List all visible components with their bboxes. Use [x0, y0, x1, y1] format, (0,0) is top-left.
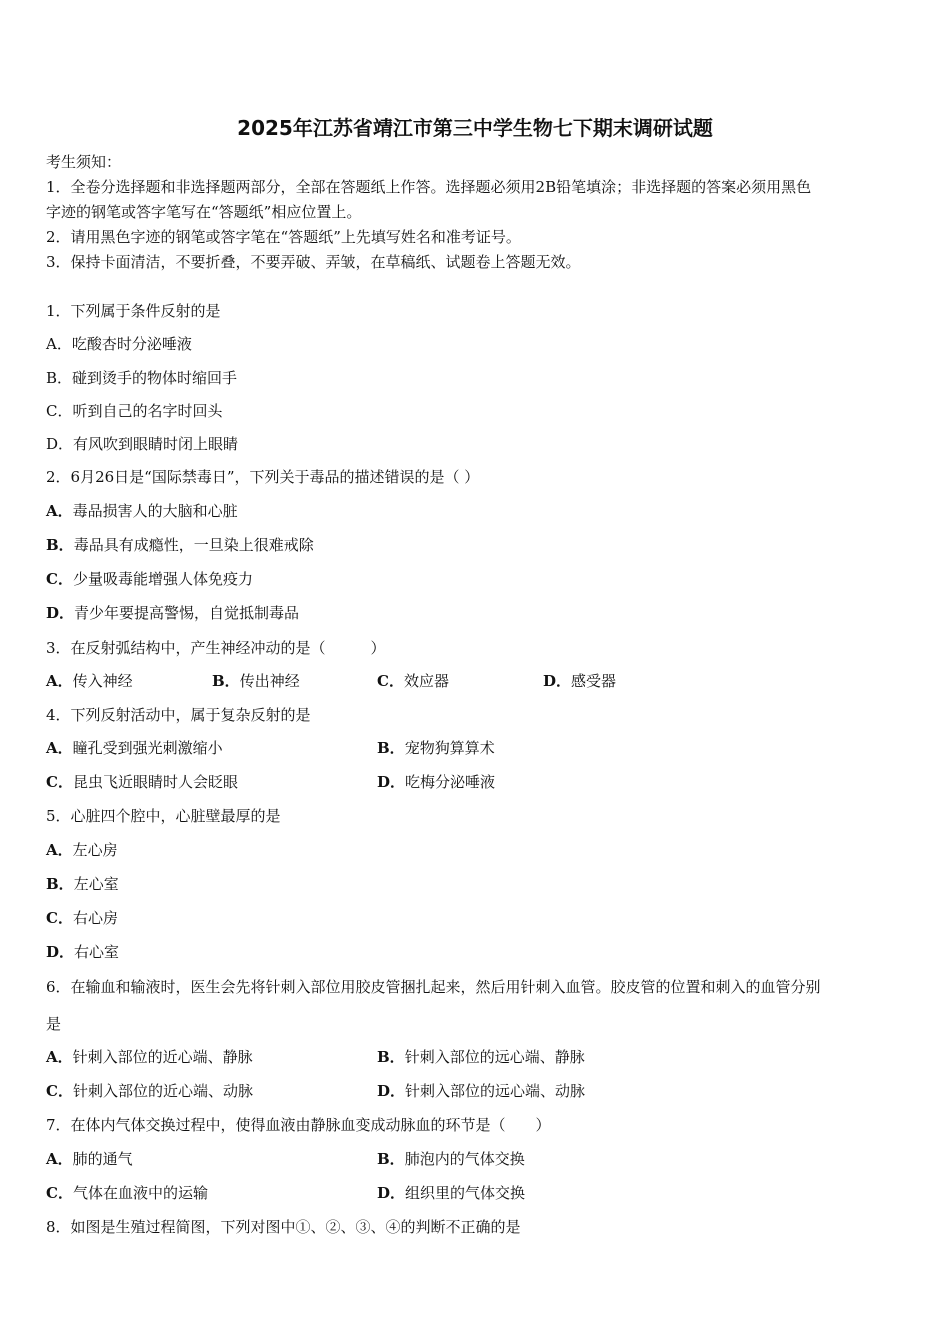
- option-text: 针刺入部位的近心端、静脉: [72, 1048, 253, 1066]
- option-label: A．: [46, 841, 73, 859]
- option-text: 组织里的气体交换: [405, 1184, 526, 1202]
- q2-option-a: [46, 501, 238, 521]
- option-label: C．: [46, 1082, 73, 1100]
- option-text: 右心房: [72, 909, 118, 927]
- q3-option-d: [543, 671, 616, 691]
- option-label: C．: [377, 672, 404, 690]
- q6-option-d: [377, 1081, 585, 1101]
- notice-heading: 考生须知：: [46, 153, 122, 171]
- option-text: 昆虫飞近眼睛时人会眨眼: [72, 773, 238, 791]
- q1-stem: 1．下列属于条件反射的是: [46, 302, 221, 320]
- q4-option-d: [377, 772, 495, 792]
- q1-option-a: A．吃酸杏时分泌唾液: [46, 335, 192, 353]
- option-label: C．: [46, 773, 73, 791]
- q5-option-b: [46, 874, 119, 894]
- option-label: B．: [46, 875, 74, 893]
- q6-stem-continued: 是: [46, 1015, 62, 1033]
- option-text: 左心房: [72, 841, 118, 859]
- q6-stem: 6．在输血和输液时，医生会先将针刺入部位用胶皮管捆扎起来，然后用针刺入血管。胶皮管的位置和刺入的血管分别: [46, 978, 821, 996]
- page-title: 2025年江苏省靖江市第三中学生物七下期末调研试题: [237, 116, 713, 140]
- q8-stem: 8．如图是生殖过程简图，下列对图中①、②、③、④的判断不正确的是: [46, 1218, 521, 1236]
- notice-line-1b: 字迹的钢笔或答字笔写在“答题纸”相应位置上。: [46, 203, 362, 221]
- option-label: D．: [46, 943, 75, 961]
- q3-option-a: [46, 671, 133, 691]
- option-label: C．: [46, 1184, 73, 1202]
- option-text: 肺泡内的气体交换: [404, 1150, 525, 1168]
- option-label: D．: [377, 1184, 406, 1202]
- q1-option-c: C．听到自己的名字时回头: [46, 402, 223, 420]
- option-label: A．: [46, 1150, 73, 1168]
- q3-option-b: [212, 671, 300, 691]
- q2-option-c: [46, 569, 253, 589]
- option-text: 左心室: [73, 875, 119, 893]
- q7-stem: 7．在体内气体交换过程中，使得血液由静脉血变成动脉血的环节是（ ）: [46, 1116, 551, 1134]
- option-text: 传出神经: [239, 672, 300, 690]
- option-text: 针刺入部位的远心端、静脉: [404, 1048, 585, 1066]
- option-text: 右心室: [74, 943, 120, 961]
- notice-line-2: 2．请用黑色字迹的钢笔或答字笔在“答题纸”上先填写姓名和准考证号。: [46, 228, 521, 246]
- option-label: D．: [377, 1082, 406, 1100]
- option-label: A．: [46, 672, 73, 690]
- option-text: 青少年要提高警惕，自觉抵制毒品: [74, 604, 300, 622]
- q6-option-b: [377, 1047, 585, 1067]
- option-label: B．: [377, 1150, 405, 1168]
- option-label: D．: [46, 604, 75, 622]
- notice-line-3: 3．保持卡面清洁，不要折叠，不要弄破、弄皱，在草稿纸、试题卷上答题无效。: [46, 253, 581, 271]
- q5-option-c: [46, 908, 118, 928]
- option-text: 肺的通气: [72, 1150, 133, 1168]
- q4-option-b: [377, 738, 495, 758]
- option-text: 毒品损害人的大脑和心脏: [72, 502, 238, 520]
- q7-option-a: [46, 1149, 133, 1169]
- option-label: C．: [46, 909, 73, 927]
- option-text: 毒品具有成瘾性，一旦染上很难戒除: [73, 536, 314, 554]
- q6-option-a: [46, 1047, 253, 1067]
- q5-option-d: [46, 942, 119, 962]
- option-text: 针刺入部位的近心端、动脉: [72, 1082, 253, 1100]
- q2-option-b: [46, 535, 314, 555]
- q5-stem: 5．心脏四个腔中，心脏壁最厚的是: [46, 807, 281, 825]
- q4-option-c: [46, 772, 238, 792]
- q7-option-b: [377, 1149, 525, 1169]
- option-label: B．: [46, 536, 74, 554]
- option-label: C．: [46, 570, 73, 588]
- option-label: A．: [46, 502, 73, 520]
- option-text: 宠物狗算算术: [404, 739, 495, 757]
- option-label: B．: [377, 739, 405, 757]
- option-label: B．: [212, 672, 240, 690]
- option-text: 传入神经: [72, 672, 133, 690]
- option-text: 效应器: [403, 672, 449, 690]
- option-label: D．: [543, 672, 572, 690]
- q5-option-a: [46, 840, 118, 860]
- q7-option-c: [46, 1183, 208, 1203]
- q2-stem: 2．6月26日是“国际禁毒日”，下列关于毒品的描述错误的是（ ）: [46, 468, 480, 486]
- q2-option-d: [46, 603, 299, 623]
- option-text: 感受器: [571, 672, 617, 690]
- q1-option-b: B．碰到烫手的物体时缩回手: [46, 369, 238, 387]
- q6-option-c: [46, 1081, 253, 1101]
- q3-option-c: [377, 671, 449, 691]
- option-text: 针刺入部位的远心端、动脉: [405, 1082, 586, 1100]
- option-label: A．: [46, 739, 73, 757]
- option-text: 气体在血液中的运输: [72, 1184, 208, 1202]
- q7-option-d: [377, 1183, 525, 1203]
- option-label: A．: [46, 1048, 73, 1066]
- q4-option-a: [46, 738, 223, 758]
- q4-stem: 4．下列反射活动中，属于复杂反射的是: [46, 706, 311, 724]
- option-text: 瞳孔受到强光刺激缩小: [72, 739, 223, 757]
- notice-line-1a: 1．全卷分选择题和非选择题两部分，全部在答题纸上作答。选择题必须用2B铅笔填涂；非选择题的答案必须用黑色: [46, 178, 812, 196]
- option-label: D．: [377, 773, 406, 791]
- option-text: 吃梅分泌唾液: [405, 773, 496, 791]
- q1-option-d: D．有风吹到眼睛时闭上眼睛: [46, 435, 239, 453]
- q3-stem: 3．在反射弧结构中，产生神经冲动的是（ ）: [46, 639, 386, 657]
- option-label: B．: [377, 1048, 405, 1066]
- option-text: 少量吸毒能增强人体免疫力: [72, 570, 253, 588]
